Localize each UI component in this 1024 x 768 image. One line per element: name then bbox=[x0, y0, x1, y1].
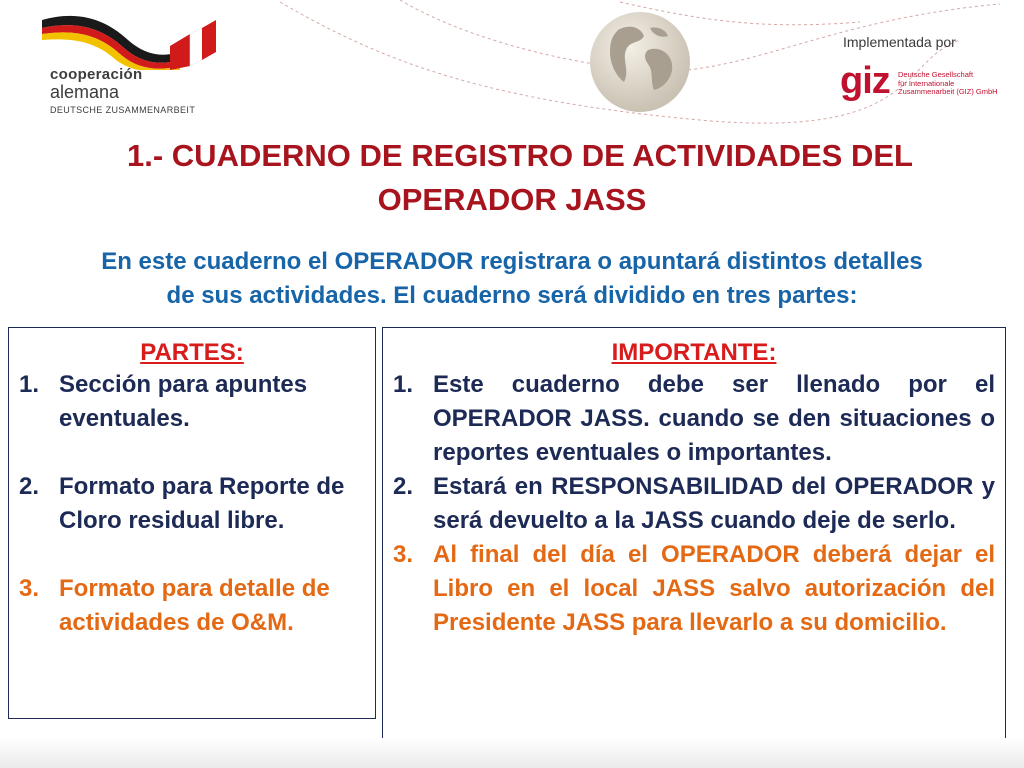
logo-text-line3: DEUTSCHE ZUSAMMENARBEIT bbox=[50, 105, 196, 115]
importante-list bbox=[383, 368, 1005, 640]
list-item-text: Estará en RESPONSABILIDAD del OPERADOR y será devuelto a la JASS cuando deje de serlo. bbox=[433, 473, 995, 534]
list-item-number: 2. bbox=[393, 473, 414, 500]
globe-icon bbox=[588, 10, 692, 114]
list-item-number: 3. bbox=[19, 575, 40, 602]
list-item-text: Al final del día el OPERADOR deberá dejar el Libro en el local JASS salvo autorización del Presidente JASS para llevarlo a su domicilio. bbox=[433, 541, 995, 636]
list-item-number: 2. bbox=[19, 473, 40, 500]
list-item bbox=[393, 538, 995, 640]
list-item-text: Formato para detalle de actividades de O&M. bbox=[59, 575, 330, 636]
giz-sub-line3: Zusammenarbeit (GIZ) GmbH bbox=[898, 87, 998, 96]
list-item bbox=[393, 368, 995, 470]
intro-line1: En este cuaderno el OPERADOR registrara o apuntará distintos detalles bbox=[101, 248, 923, 275]
intro-line2: de sus actividades. El cuaderno será dividido en tres partes: bbox=[166, 282, 858, 309]
cooperacion-alemana-logo bbox=[40, 14, 230, 124]
list-item-number: 3. bbox=[393, 541, 414, 568]
giz-logo: giz bbox=[840, 60, 890, 102]
page-title bbox=[0, 134, 1024, 222]
list-item bbox=[19, 470, 367, 538]
list-item-number: 1. bbox=[19, 371, 40, 398]
list-item bbox=[19, 572, 367, 640]
page-title-line1: 1.- CUADERNO DE REGISTRO DE ACTIVIDADES DEL bbox=[127, 138, 913, 173]
giz-sub-line1: Deutsche Gesellschaft bbox=[898, 70, 974, 79]
logo-text-line2: alemana bbox=[50, 82, 120, 102]
partes-heading: PARTES: bbox=[140, 339, 244, 366]
giz-logo-subtitle bbox=[898, 71, 998, 97]
list-item-text: Sección para apuntes eventuales. bbox=[59, 371, 308, 432]
list-item-text: Formato para Reporte de Cloro residual libre. bbox=[59, 473, 345, 534]
flag-ribbon-icon bbox=[40, 14, 230, 70]
page-title-line2: OPERADOR JASS bbox=[377, 182, 647, 217]
implemented-by-label: Implementada por bbox=[843, 34, 956, 50]
list-item bbox=[393, 470, 995, 538]
giz-sub-line2: für Internationale bbox=[898, 78, 955, 88]
logo-text-line1: cooperación bbox=[50, 66, 143, 83]
partes-list bbox=[9, 368, 375, 640]
list-item-text: Este cuaderno debe ser llenado por el OPERADOR JASS. cuando se den situaciones o reportes eventuales o importantes. bbox=[433, 371, 995, 466]
importante-box bbox=[382, 327, 1006, 751]
list-item bbox=[19, 368, 367, 436]
intro-paragraph bbox=[12, 245, 1012, 313]
footer-fade bbox=[0, 738, 1024, 768]
partes-box bbox=[8, 327, 376, 719]
list-item-number: 1. bbox=[393, 371, 414, 398]
importante-heading: IMPORTANTE: bbox=[611, 339, 777, 366]
